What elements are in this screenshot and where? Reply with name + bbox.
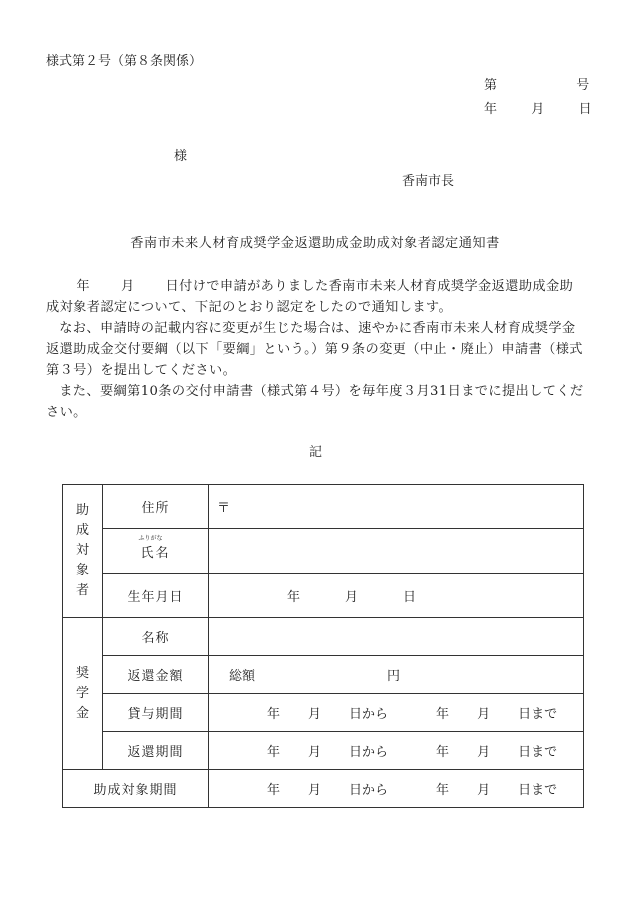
- paragraph-2: なお、申請時の記載内容に変更が生じた場合は、速やかに香南市未来人材育成奨学金返還助成金交付要綱（以下「要綱」という。）第９条の変更（中止・廃止）申請書（様式第３号）を提出してください。: [46, 321, 583, 378]
- subsidy-from-month: 月: [308, 783, 322, 798]
- value-birthdate[interactable]: [209, 574, 584, 618]
- repay-to-month: 月: [477, 745, 491, 760]
- postal-mark: 〒: [217, 501, 231, 516]
- p1-year: 年: [76, 279, 90, 294]
- name-label-with-ruby: [138, 534, 171, 561]
- label-birthdate: 生年月日: [103, 574, 209, 618]
- label-repay-period: 返還期間: [103, 732, 209, 770]
- name-ruby: ふりがな: [138, 534, 163, 542]
- loan-from-month: 月: [308, 707, 322, 722]
- repay-to-day: 日まで: [518, 745, 558, 760]
- row-repay-amount: [63, 656, 584, 694]
- label-repay-amount: 返還金額: [103, 656, 209, 694]
- label-scholarship-name: 名称: [103, 618, 209, 656]
- row-repay-period: [63, 732, 584, 770]
- total-label: 総額: [229, 669, 256, 684]
- document-number-line: [484, 74, 589, 93]
- loan-from-day: 日から: [349, 707, 389, 722]
- p1-month: 月: [120, 279, 135, 294]
- subsidy-to-month: 月: [477, 783, 491, 798]
- sender-name: 香南市長: [402, 174, 455, 189]
- repay-to-year: 年: [436, 745, 450, 760]
- repay-from-month: 月: [308, 745, 322, 760]
- birth-day: 日: [403, 590, 417, 605]
- value-loan-period[interactable]: [209, 694, 584, 732]
- value-subsidy-period[interactable]: [209, 770, 584, 808]
- subsidy-to-day: 日まで: [518, 783, 558, 798]
- value-name[interactable]: [209, 529, 584, 574]
- value-repay-period[interactable]: [209, 732, 584, 770]
- paragraph-1: [46, 276, 586, 318]
- label-subsidy-period: 助成対象期間: [63, 770, 209, 808]
- name-label-text: 氏名: [140, 545, 171, 561]
- row-loan-period: [63, 694, 584, 732]
- group-label-recipient: 助成対象者: [63, 485, 103, 618]
- form-number: 様式第２号（第８条関係）: [46, 54, 203, 69]
- row-address: [63, 485, 584, 529]
- body-text: [46, 276, 586, 423]
- subsidy-from-day: 日から: [349, 783, 389, 798]
- value-scholarship-name[interactable]: [209, 618, 584, 656]
- label-loan-period: 貸与期間: [103, 694, 209, 732]
- ki-marker: 記: [309, 445, 323, 460]
- document-date-line: [484, 98, 592, 117]
- birth-year: 年: [287, 590, 301, 605]
- number-dai: 第: [484, 78, 498, 93]
- loan-to-month: 月: [477, 707, 491, 722]
- addressee-suffix: 様: [174, 149, 188, 164]
- birth-month: 月: [345, 590, 359, 605]
- row-birthdate: [63, 574, 584, 618]
- date-month: 月: [531, 102, 545, 117]
- subsidy-details-table: [62, 484, 584, 808]
- p1-text: 日付けで申請がありました香南市未来人材育成奨学金返還助成金助成対象者認定について、下記のとおり認定をしたので通知します。: [46, 279, 574, 315]
- group-label-scholarship: 奨学金: [63, 618, 103, 770]
- label-name: [103, 529, 209, 574]
- value-repay-amount[interactable]: [209, 656, 584, 694]
- row-scholarship-name: [63, 618, 584, 656]
- subsidy-to-year: 年: [436, 783, 450, 798]
- paragraph-3: また、要綱第10条の交付申請書（様式第４号）を毎年度３月31日までに提出してください。: [46, 384, 584, 420]
- value-address[interactable]: [209, 485, 584, 529]
- date-year: 年: [484, 102, 498, 117]
- row-name: [63, 529, 584, 574]
- subsidy-from-year: 年: [267, 783, 281, 798]
- row-subsidy-period: [63, 770, 584, 808]
- repay-from-year: 年: [267, 745, 281, 760]
- yen-unit: 円: [387, 669, 401, 684]
- label-address: 住所: [103, 485, 209, 529]
- loan-to-day: 日まで: [518, 707, 558, 722]
- date-day: 日: [578, 102, 592, 117]
- repay-from-day: 日から: [349, 745, 389, 760]
- number-go: 号: [576, 78, 590, 93]
- loan-to-year: 年: [436, 707, 450, 722]
- loan-from-year: 年: [267, 707, 281, 722]
- document-title: 香南市未来人材育成奨学金返還助成金助成対象者認定通知書: [130, 236, 500, 251]
